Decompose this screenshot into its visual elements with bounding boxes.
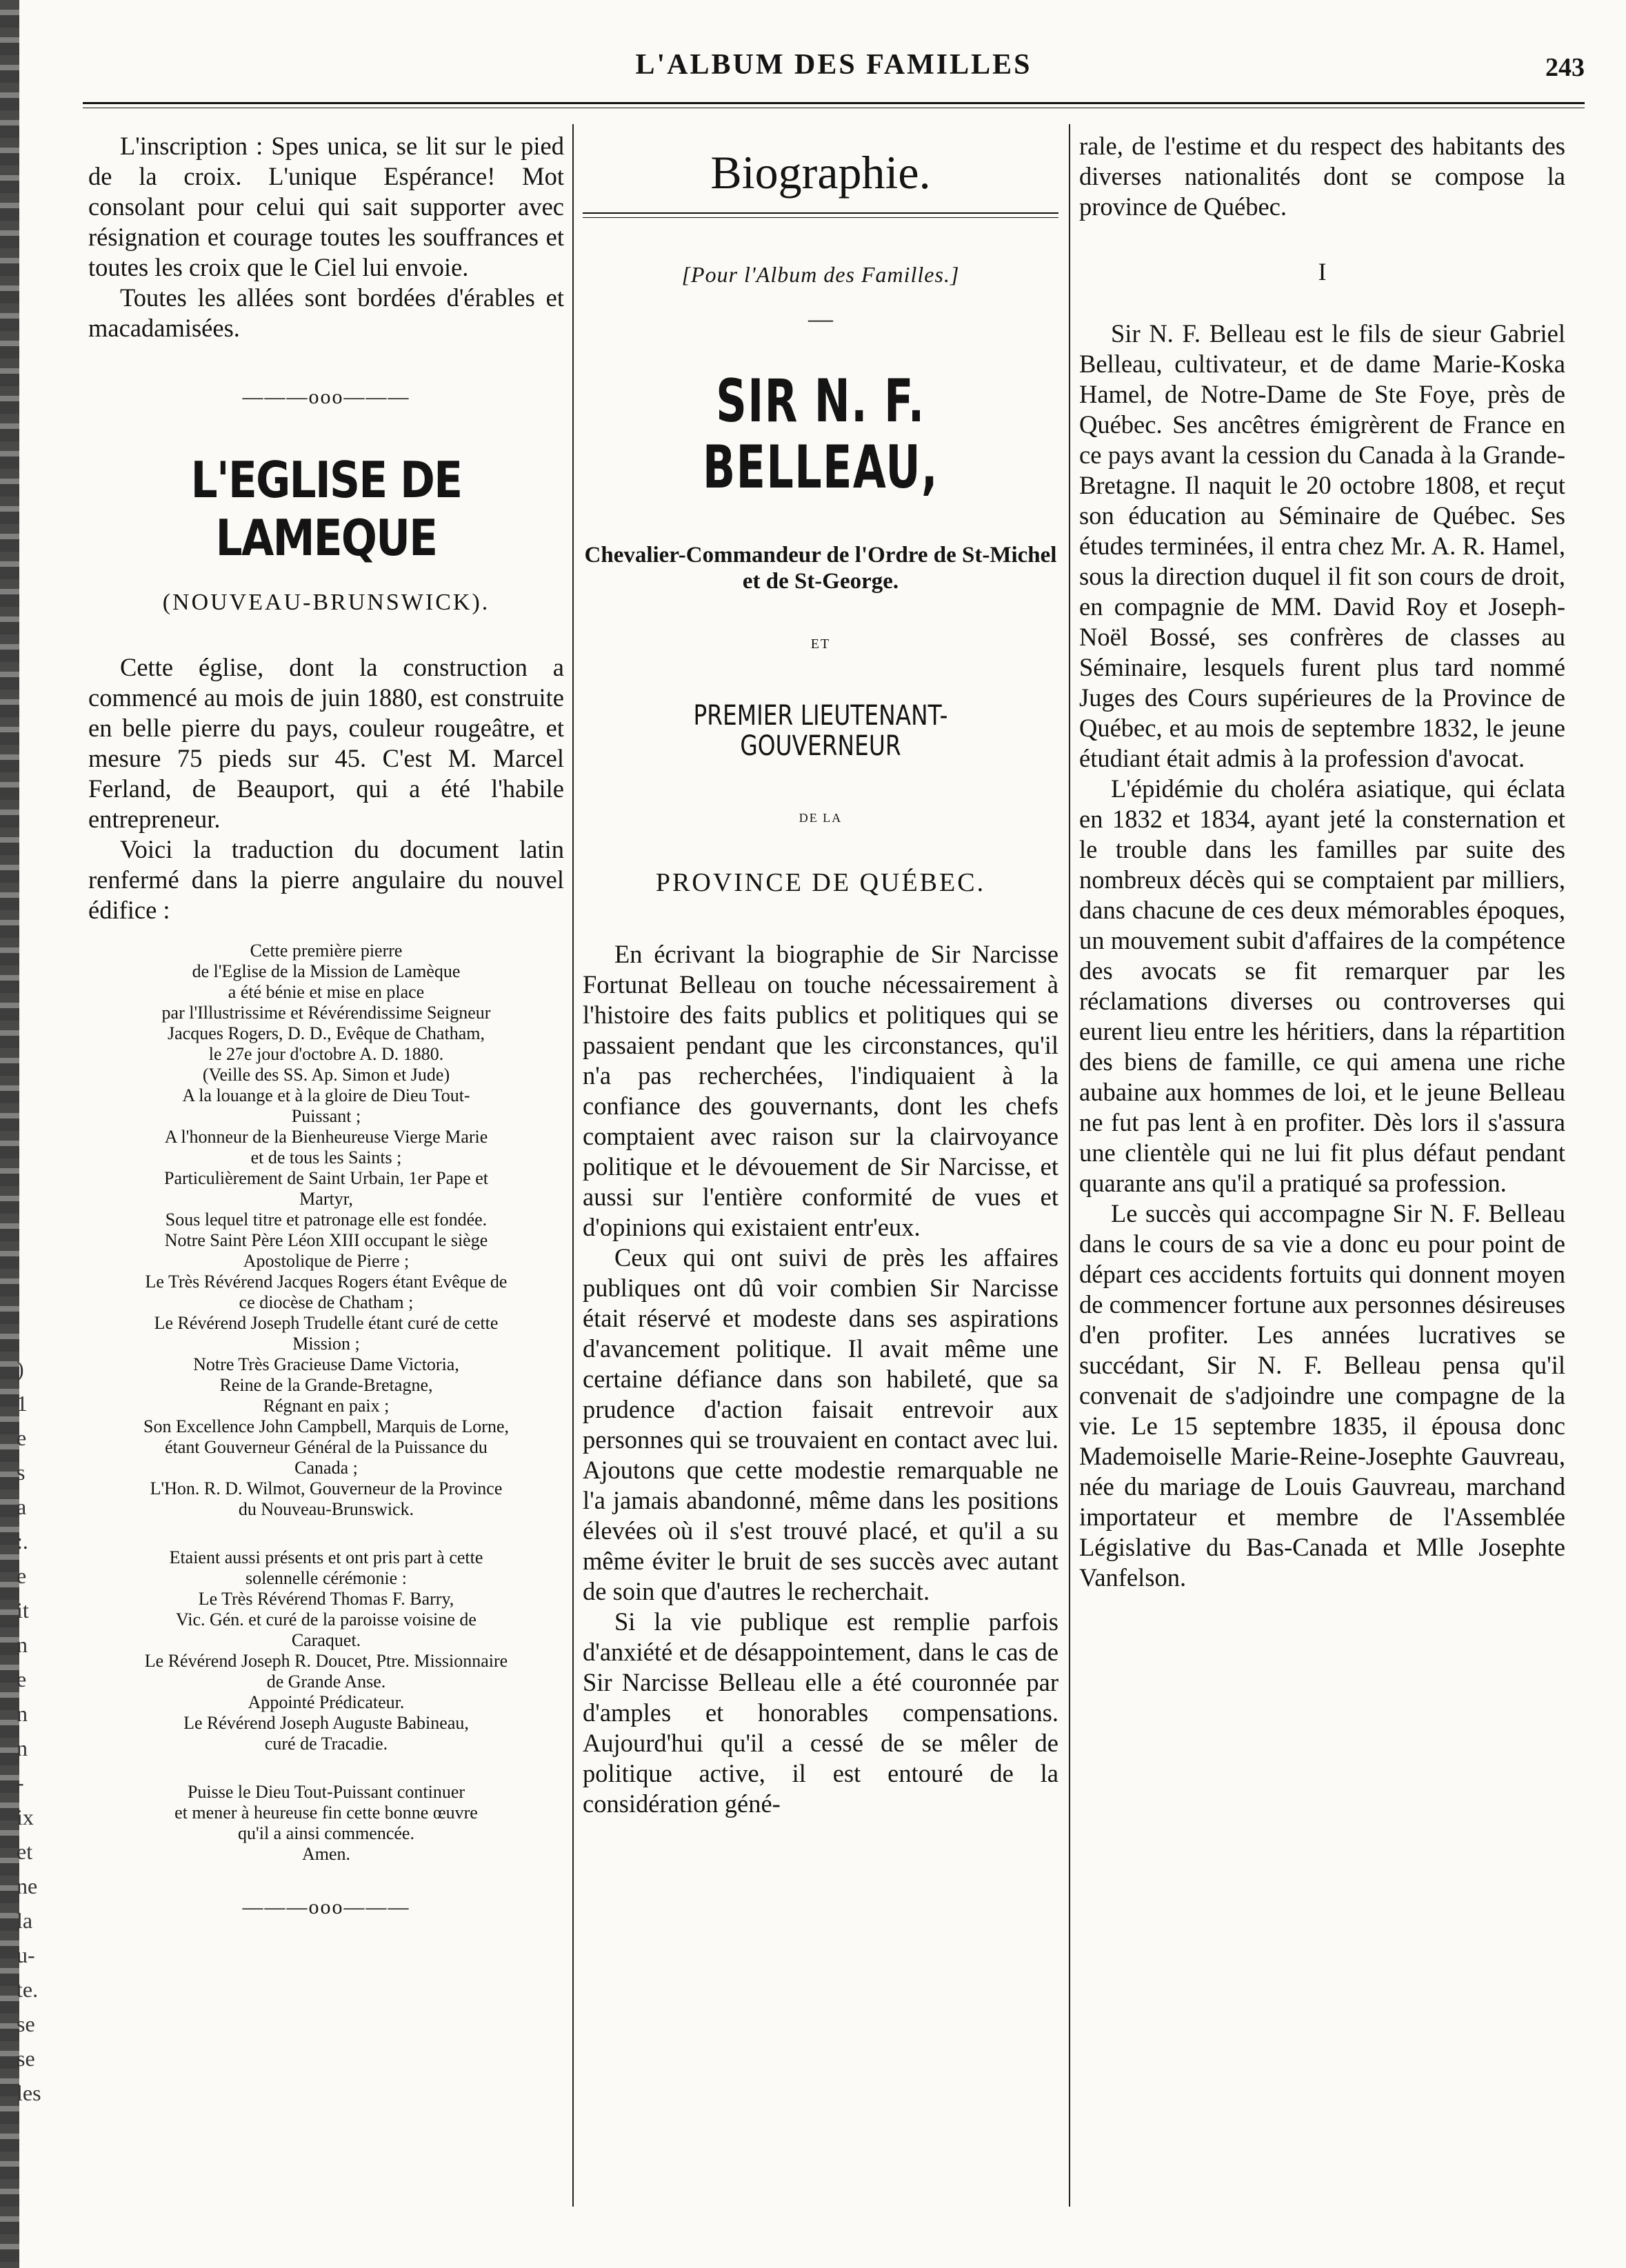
honor-title: Chevalier-Commandeur de l'Ordre de St-Michel et de St-George.	[584, 543, 1057, 594]
bleed-char: se	[17, 2046, 35, 2071]
province-title: PROVINCE DE QUÉBEC.	[655, 868, 986, 897]
bleed-char: se	[17, 2011, 35, 2036]
prayer-line: et mener à heureuse fin cette bonne œuvre	[174, 1803, 478, 1823]
inscription-line: L'Hon. R. D. Wilmot, Gouverneur de la Province	[150, 1478, 503, 1498]
running-title: L'ALBUM DES FAMILLES	[635, 49, 1032, 81]
attendee-line: solennelle cérémonie :	[245, 1568, 407, 1588]
inscription-line: A la louange et à la gloire de Dieu Tout-	[182, 1085, 470, 1105]
bleed-char: 1	[17, 1391, 28, 1416]
section-separator: ———ooo———	[242, 385, 410, 408]
bleed-char: ix	[17, 1805, 34, 1829]
column-divider	[1069, 124, 1070, 2207]
spacer	[88, 1754, 564, 1782]
subject-name: SIR N. F. BELLEAU,	[702, 367, 939, 502]
inscription-line: et de tous les Saints ;	[250, 1147, 402, 1167]
inscription-line: Le Révérend Joseph Trudelle étant curé de cette	[154, 1313, 499, 1333]
attendee-line: Appointé Prédicateur.	[248, 1692, 405, 1712]
bleed-char: -	[17, 1770, 24, 1795]
page-header	[83, 48, 1585, 103]
attendee-line: Etaient aussi présents et ont pris part à cette	[169, 1547, 483, 1567]
inscription-line: Sous lequel titre et patronage elle est fondée.	[165, 1210, 488, 1230]
inscription-line: Puissant ;	[291, 1106, 361, 1126]
article-subtitle: (NOUVEAU-BRUNSWICK).	[162, 590, 490, 615]
paragraph: Cette église, dont la construction a commencé au mois de juin 1880, est construite en belle pierre du pays, couleur rougeâtre, et mesure 75 pieds sur 45. C'est M. Marcel Ferland, de Beauport, qui a été l'habile entrepreneur.	[88, 653, 564, 833]
inscription-line: Notre Saint Père Léon XIII occupant le siège	[164, 1230, 488, 1250]
attendee-line: Le Très Révérend Thomas F. Barry,	[198, 1589, 454, 1609]
bleed-char: s	[17, 1460, 26, 1485]
attendee-line: de Grande Anse.	[266, 1672, 386, 1692]
column-divider	[572, 124, 574, 2207]
paragraph: Sir N. F. Belleau est le fils de sieur Gabriel Belleau, cultivateur, et de dame Marie-Koska Hamel, de Notre-Dame de Ste Foye, près de Québec. Ses ancêtres émigrèrent de France en ce pays avant la cession du Canada à la Grande-Bretagne. Il naquit le 20 octobre 1808, et reçut son éducation au Séminaire de Québec. Ses études terminées, il entra chez Mr. A. R. Hamel, sous la direction duquel il fit son cours de droit, en compagnie de MM. David Roy et Joseph-Noël Bossé, ses confrères de classes au Séminaire, lesquels furent plus tard nommé Juges des Cours supérieures de la Province de Québec, et au mois de septembre 1832, le jeune étudiant était admis à la profession d'avocat.	[1079, 319, 1565, 772]
bleed-char: n	[17, 1701, 28, 1726]
column-right	[1079, 131, 1565, 1593]
paragraph: L'épidémie du choléra asiatique, qui éclata en 1832 et 1834, ayant jeté la consternation et le trouble dans les familles par suite des nombreux décès qui se comptaient par milliers, dans chacune de ces deux mémorables époques, un mouvement subit d'affaires de la compétence des avocats se fit remarquer par les réclamations diverses ou controverses qui eurent lieu entre les héritiers, dans la répartition des biens de famille, ce qui amena une riche aubaine aux hommes de loi, et le jeune Belleau ne fut pas lent à en profiter. Dès lors il s'assura une clientèle qui ne lui fit plus défaut pendant quarante ans qu'il a pratiqué sa profession.	[1079, 774, 1565, 1197]
bleed-char: a	[17, 1494, 27, 1519]
prayer-line: Amen.	[301, 1844, 351, 1864]
header-rule	[83, 102, 1585, 108]
attendee-line: Caraquet.	[291, 1630, 361, 1650]
end-separator: ———ooo———	[242, 1896, 410, 1918]
bleed-char: )	[17, 1356, 24, 1381]
attendee-line: Vic. Gén. et curé de la paroisse voisine de	[176, 1609, 476, 1629]
bleed-char: les	[17, 2080, 41, 2105]
paragraph: En écrivant la biographie de Sir Narcisse Fortunat Belleau on touche nécessairement à l'histoire des faits publics et politiques qui se passaient pendant que les circonstances, qu'il n'a pas recherchées, l'indiquaient à la confiance des gouvernants, dont les chefs comptaient avec raison sur la clairvoyance politique et le dévouement de Sir Narcisse, et aussi sur l'entière conformité de vues et d'opinions qui existaient entr'eux.	[583, 940, 1058, 1241]
inscription-line: Apostolique de Pierre ;	[243, 1251, 410, 1271]
inscription-line: Mission ;	[292, 1334, 360, 1354]
inscription-line: Jacques Rogers, D. D., Evêque de Chatham,	[168, 1023, 485, 1043]
inscription-line: étant Gouverneur Général de la Puissance du	[165, 1437, 488, 1457]
spacer	[88, 1520, 564, 1547]
closing-prayer	[88, 1782, 564, 1865]
inscription-line: du Nouveau-Brunswick.	[238, 1499, 414, 1519]
paragraph: Ceux qui ont suivi de près les affaires publiques ont dû voir combien Sir Narcisse était réservé et modeste dans ses aspirations d'avancement politique. Il avait même une certaine défiance dans son habileté, que sa prudence d'action faisait entrevoir aux personnes qui se trouvaient en contact avec lui. Ajoutons que cette modestie remarquable ne l'a jamais abandonné, même dans les positions élevées où il s'est trouvé placé, et qu'il a su même éviter le bruit de ses succès avec autant de soin que d'autres le recherchait.	[583, 1243, 1058, 1605]
bleed-char: et	[17, 1839, 33, 1864]
bleed-char: u-	[17, 1943, 35, 1967]
article-title: L'EGLISE DE LAMEQUE	[190, 451, 462, 567]
column-left	[88, 131, 564, 1923]
column-middle	[583, 131, 1058, 1819]
attendee-line: Le Révérend Joseph Auguste Babineau,	[183, 1713, 469, 1733]
inscription-line: Le Très Révérend Jacques Rogers étant Evêque de	[145, 1272, 508, 1292]
bleed-char: ne	[17, 1874, 38, 1898]
byline: [Pour l'Album des Familles.]	[681, 262, 960, 287]
heading-rule	[583, 212, 1058, 218]
attendee-line: curé de Tracadie.	[264, 1734, 388, 1754]
inscription-line: Notre Très Gracieuse Dame Victoria,	[193, 1354, 459, 1374]
paragraph: Le succès qui accompagne Sir N. F. Belleau dans le cours de sa vie a donc eu pour point de départ ces accidents fortuits qui donnent moyen de commencer fortune aux personnes désireuses d'en profiter. Les années lucratives se succédant, Sir N. F. Belleau pensa qu'il convenait de s'adjoindre une compagne de la vie. Le 15 septembre 1835, il épousa donc Mademoiselle Marie-Reine-Josephte Gauvreau, née du mariage de Louis Gauvreau, marchand importateur et membre de l'Assemblée Législative du Bas-Canada et Mlle Josephte Vanfelson.	[1079, 1199, 1565, 1592]
inscription-line: Cette première pierre	[250, 941, 403, 961]
inscription-line: Martyr,	[299, 1189, 353, 1209]
inscription-line: Reine de la Grande-Bretagne,	[219, 1375, 433, 1395]
inscription-line: ce diocèse de Chatham ;	[239, 1292, 414, 1312]
office-title: PREMIER LIEUTENANT-GOUVERNEUR	[693, 700, 948, 762]
inscription-line: Son Excellence John Campbell, Marquis de Lorne,	[143, 1416, 509, 1436]
bleed-char: n	[17, 1632, 28, 1657]
attendee-line: Le Révérend Joseph R. Doucet, Ptre. Missionnaire	[144, 1651, 508, 1671]
margin-bleed	[17, 1352, 55, 2110]
prayer-line: qu'il a ainsi commencée.	[238, 1823, 414, 1843]
attendees-block	[88, 1547, 564, 1754]
paragraph: L'inscription : Spes unica, se lit sur le pied de la croix. L'unique Espérance! Mot consolant pour celui qui sait supporter avec résignation et courage toutes les souffrances et toutes les croix que le Ciel lui envoie.	[88, 132, 564, 281]
bleed-char: e	[17, 1563, 27, 1588]
bleed-char: e	[17, 1667, 27, 1692]
inscription-line: A l'honneur de la Bienheureuse Vierge Marie	[164, 1127, 488, 1147]
bleed-char: la	[17, 1908, 33, 1933]
bleed-char: :.	[17, 1529, 28, 1554]
section-heading: Biographie.	[710, 146, 931, 199]
inscription-line: de l'Eglise de la Mission de Lamèque	[192, 961, 461, 981]
inscription-line: Régnant en paix ;	[263, 1396, 390, 1416]
inscription-line: le 27e jour d'octobre A. D. 1880.	[208, 1044, 444, 1064]
inscription-line: Particulièrement de Saint Urbain, 1er Pape et	[163, 1168, 488, 1188]
preposition: DE LA	[799, 811, 843, 825]
bleed-char: e	[17, 1425, 27, 1450]
page-number: 243	[1545, 53, 1585, 82]
bleed-char: it	[17, 1598, 29, 1623]
conjunction: ET	[810, 636, 831, 652]
inscription-line: a été bénie et mise en place	[228, 982, 425, 1002]
paragraph: rale, de l'estime et du respect des habitants des diverses nationalités dont se compose la province de Québec.	[1079, 132, 1565, 221]
inscription-line: (Veille des SS. Ap. Simon et Jude)	[202, 1065, 450, 1085]
inscription-block	[88, 941, 564, 1520]
paragraph: Voici la traduction du document latin renfermé dans la pierre angulaire du nouvel édifice :	[88, 835, 564, 924]
dash-separator: —	[808, 305, 833, 332]
paragraph: Toutes les allées sont bordées d'érables et macadamisées.	[88, 283, 564, 342]
inscription-line: Canada ;	[294, 1458, 358, 1478]
prayer-line: Puisse le Dieu Tout-Puissant continuer	[187, 1782, 465, 1802]
paragraph: Si la vie publique est remplie parfois d'anxiété et de désappointement, dans le cas de Sir Narcisse Belleau elle a été couronnée par d'amples et honorables compensations. Aujourd'hui qu'il a cessé de se mêler de politique active, il est entouré de la considération géné-	[583, 1607, 1058, 1818]
section-number: I	[1318, 258, 1327, 285]
bleed-char: n	[17, 1736, 28, 1760]
inscription-line: par l'Illustrissime et Révérendissime Seigneur	[161, 1003, 491, 1023]
bleed-char: te.	[17, 1977, 39, 2002]
